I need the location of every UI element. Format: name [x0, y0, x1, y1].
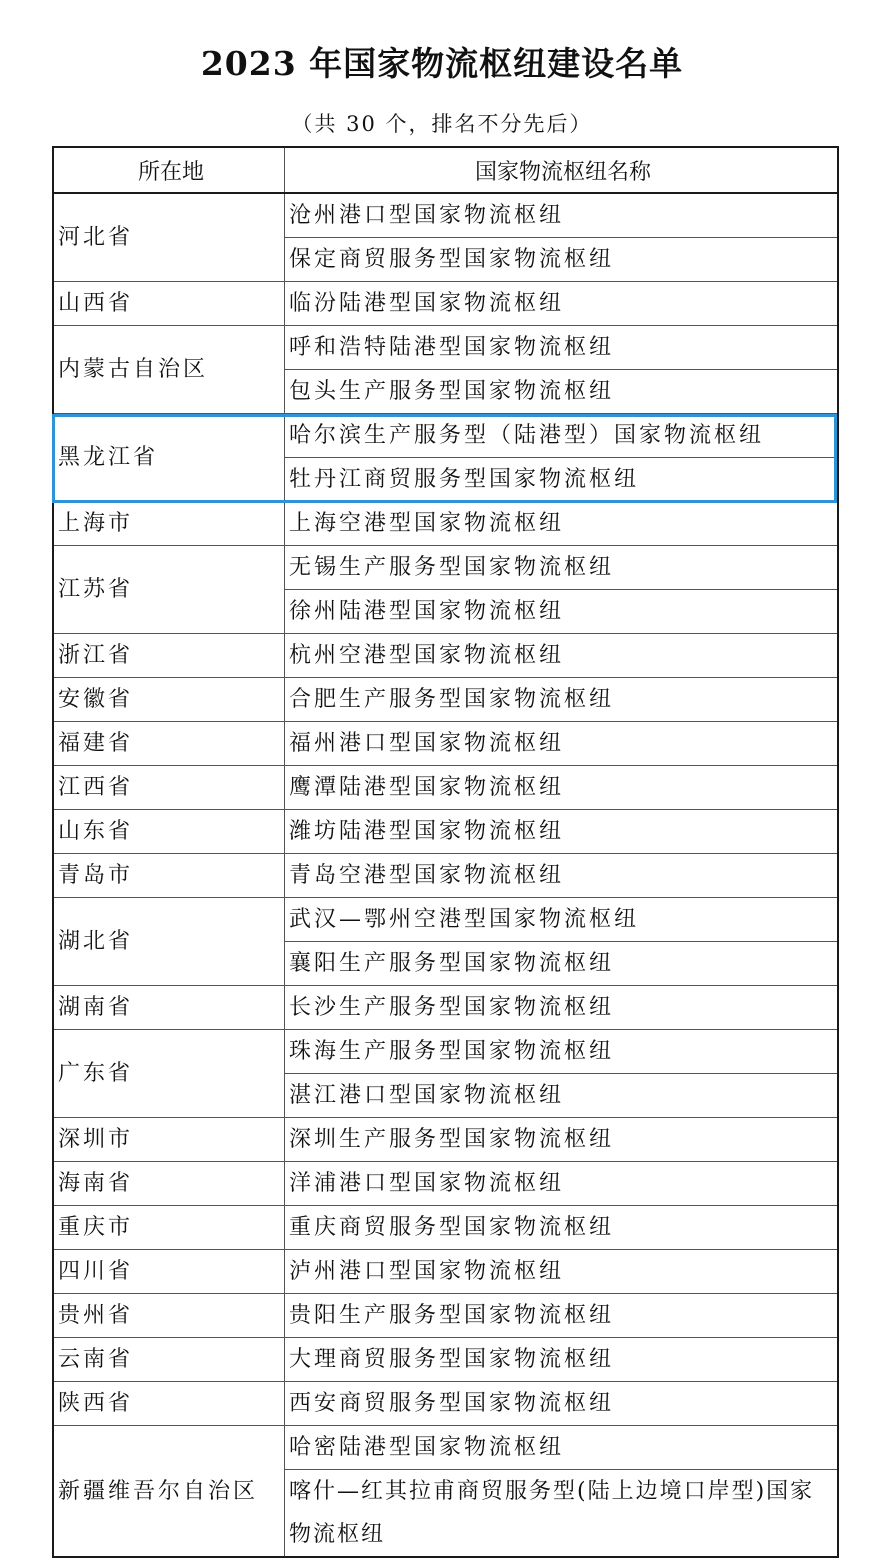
- province-cell: 黑龙江省: [53, 414, 285, 502]
- province-cell: 深圳市: [53, 1118, 285, 1162]
- hub-name-cell: 哈尔滨生产服务型（陆港型）国家物流枢纽: [285, 414, 839, 458]
- table-row: [53, 414, 838, 458]
- province-cell: 山东省: [53, 810, 285, 854]
- table-row: [53, 1382, 838, 1426]
- table-row: [53, 502, 838, 546]
- table-row: [53, 810, 838, 854]
- table-row: [53, 1294, 838, 1338]
- table-header-row: [53, 147, 838, 193]
- hub-name-cell: 长沙生产服务型国家物流枢纽: [285, 986, 839, 1030]
- province-cell: 湖南省: [53, 986, 285, 1030]
- table-row: [53, 722, 838, 766]
- table-row: [53, 1030, 838, 1074]
- table-row: [53, 766, 838, 810]
- province-cell: 贵州省: [53, 1294, 285, 1338]
- hub-name-cell: 无锡生产服务型国家物流枢纽: [285, 546, 839, 590]
- hub-name-cell: 合肥生产服务型国家物流枢纽: [285, 678, 839, 722]
- table-row: [53, 193, 838, 238]
- province-cell: 福建省: [53, 722, 285, 766]
- province-cell: 广东省: [53, 1030, 285, 1118]
- hub-name-cell: 保定商贸服务型国家物流枢纽: [285, 238, 839, 282]
- hub-name-cell: 深圳生产服务型国家物流枢纽: [285, 1118, 839, 1162]
- hub-name-cell: 襄阳生产服务型国家物流枢纽: [285, 942, 839, 986]
- hub-table-container: [52, 146, 839, 1558]
- hub-name-cell: 杭州空港型国家物流枢纽: [285, 634, 839, 678]
- hub-name-cell: 珠海生产服务型国家物流枢纽: [285, 1030, 839, 1074]
- hub-name-cell: 哈密陆港型国家物流枢纽: [285, 1426, 839, 1470]
- header-hub-name: 国家物流枢纽名称: [285, 147, 839, 193]
- hub-name-cell: 贵阳生产服务型国家物流枢纽: [285, 1294, 839, 1338]
- hub-name-cell: 洋浦港口型国家物流枢纽: [285, 1162, 839, 1206]
- province-cell: 海南省: [53, 1162, 285, 1206]
- hub-name-cell: 泸州港口型国家物流枢纽: [285, 1250, 839, 1294]
- hub-name-cell: 大理商贸服务型国家物流枢纽: [285, 1338, 839, 1382]
- province-cell: 江西省: [53, 766, 285, 810]
- province-cell: 陕西省: [53, 1382, 285, 1426]
- hub-name-cell: 喀什—红其拉甫商贸服务型(陆上边境口岸型)国家物流枢纽: [285, 1470, 839, 1558]
- province-cell: 重庆市: [53, 1206, 285, 1250]
- province-cell: 安徽省: [53, 678, 285, 722]
- hub-name-cell: 湛江港口型国家物流枢纽: [285, 1074, 839, 1118]
- page-title: 2023 年国家物流枢纽建设名单: [200, 44, 684, 83]
- hub-name-cell: 青岛空港型国家物流枢纽: [285, 854, 839, 898]
- hub-name-cell: 重庆商贸服务型国家物流枢纽: [285, 1206, 839, 1250]
- table-row: [53, 678, 838, 722]
- hub-table: [52, 146, 839, 1558]
- table-row: [53, 986, 838, 1030]
- table-row: [53, 898, 838, 942]
- hub-name-cell: 牡丹江商贸服务型国家物流枢纽: [285, 458, 839, 502]
- page-subtitle: （共 30 个，排名不分先后）: [291, 112, 593, 136]
- hub-name-cell: 沧州港口型国家物流枢纽: [285, 193, 839, 238]
- table-row: [53, 634, 838, 678]
- table-row: [53, 1338, 838, 1382]
- hub-name-cell: 潍坊陆港型国家物流枢纽: [285, 810, 839, 854]
- hub-name-cell: 上海空港型国家物流枢纽: [285, 502, 839, 546]
- table-body: [53, 193, 838, 1557]
- hub-name-cell: 福州港口型国家物流枢纽: [285, 722, 839, 766]
- province-cell: 四川省: [53, 1250, 285, 1294]
- table-row: [53, 282, 838, 326]
- table-row: [53, 1250, 838, 1294]
- province-cell: 云南省: [53, 1338, 285, 1382]
- province-cell: 山西省: [53, 282, 285, 326]
- table-row: [53, 326, 838, 370]
- hub-name-cell: 包头生产服务型国家物流枢纽: [285, 370, 839, 414]
- table-row: [53, 1118, 838, 1162]
- hub-name-cell: 徐州陆港型国家物流枢纽: [285, 590, 839, 634]
- hub-name-cell: 鹰潭陆港型国家物流枢纽: [285, 766, 839, 810]
- hub-name-cell: 武汉—鄂州空港型国家物流枢纽: [285, 898, 839, 942]
- table-row: [53, 1426, 838, 1470]
- table-row: [53, 546, 838, 590]
- header-location: 所在地: [53, 147, 285, 193]
- province-cell: 浙江省: [53, 634, 285, 678]
- hub-name-cell: 临汾陆港型国家物流枢纽: [285, 282, 839, 326]
- province-cell: 上海市: [53, 502, 285, 546]
- hub-name-cell: 呼和浩特陆港型国家物流枢纽: [285, 326, 839, 370]
- hub-name-cell: 西安商贸服务型国家物流枢纽: [285, 1382, 839, 1426]
- table-row: [53, 1206, 838, 1250]
- province-cell: 内蒙古自治区: [53, 326, 285, 414]
- province-cell: 青岛市: [53, 854, 285, 898]
- table-row: [53, 854, 838, 898]
- province-cell: 河北省: [53, 193, 285, 282]
- province-cell: 湖北省: [53, 898, 285, 986]
- table-row: [53, 1162, 838, 1206]
- province-cell: 江苏省: [53, 546, 285, 634]
- province-cell: 新疆维吾尔自治区: [53, 1426, 285, 1558]
